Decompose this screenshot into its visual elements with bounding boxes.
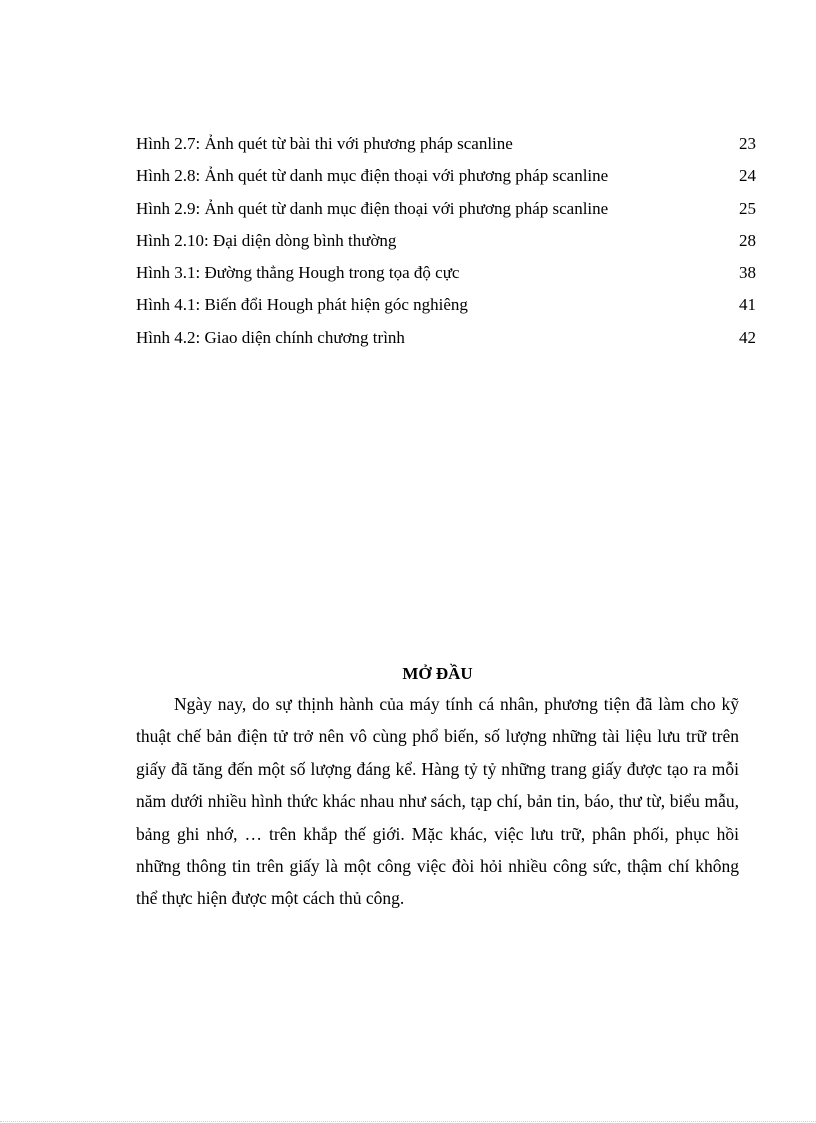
- figure-entry: [136, 196, 756, 228]
- figure-entry-page: 23: [739, 134, 756, 153]
- figure-entry: [136, 228, 756, 260]
- figure-entry: [136, 292, 756, 324]
- figure-entry-page: 38: [739, 263, 756, 283]
- figure-entry-label: Hình 2.7: Ảnh quét từ bài thi với phương pháp scanline: [136, 134, 513, 153]
- figure-entry-label: Hình 4.1: Biến đổi Hough phát hiện góc nghiêng: [136, 295, 468, 315]
- figure-entry-page: 28: [739, 230, 756, 250]
- figure-entry: [136, 260, 756, 292]
- figure-entry-label: Hình 4.2: Giao diện chính chương trình: [136, 327, 405, 347]
- figure-entry-label: Hình 2.10: Đại diện dòng bình thường: [136, 230, 397, 250]
- figure-entry: [136, 163, 756, 195]
- figure-entry-page: 41: [739, 295, 756, 315]
- figure-entry: [136, 325, 756, 357]
- figure-entry-label: Hình 2.8: Ảnh quét từ danh mục điện thoại với phương pháp scanline: [136, 166, 609, 186]
- section-title: MỞ ĐẦU: [402, 664, 473, 683]
- figure-list: [136, 131, 756, 357]
- figure-entry-page: 24: [739, 166, 756, 186]
- figure-entry-label: Hình 3.1: Đường thẳng Hough trong tọa độ cực: [136, 263, 460, 283]
- page-bottom-divider: [0, 1121, 816, 1122]
- figure-entry: [136, 131, 756, 163]
- figure-entry-label: Hình 2.9: Ảnh quét từ danh mục điện thoại với phương pháp scanline: [136, 198, 609, 218]
- figure-entry-page: 42: [739, 327, 756, 347]
- intro-paragraph: Ngày nay, do sự thịnh hành của máy tính cá nhân, phương tiện đã làm cho kỹ thuật chế bản điện tử trở nên vô cùng phổ biến, số lượng những tài liệu lưu trữ trên giấy đã tăng đến một số lượng đáng kể. Hàng tỷ tỷ những trang giấy được tạo ra mỗi năm dưới nhiều hình thức khác nhau như sách, tạp chí, bản tin, báo, thư từ, biểu mẫu, bảng ghi nhớ, … trên khắp thế giới. Mặc khác, việc lưu trữ, phân phối, phục hồi những thông tin trên giấy là một công việc đòi hỏi nhiều công sức, thậm chí không thể thực hiện được một cách thủ công.: [136, 694, 739, 909]
- figure-entry-page: 25: [739, 198, 756, 218]
